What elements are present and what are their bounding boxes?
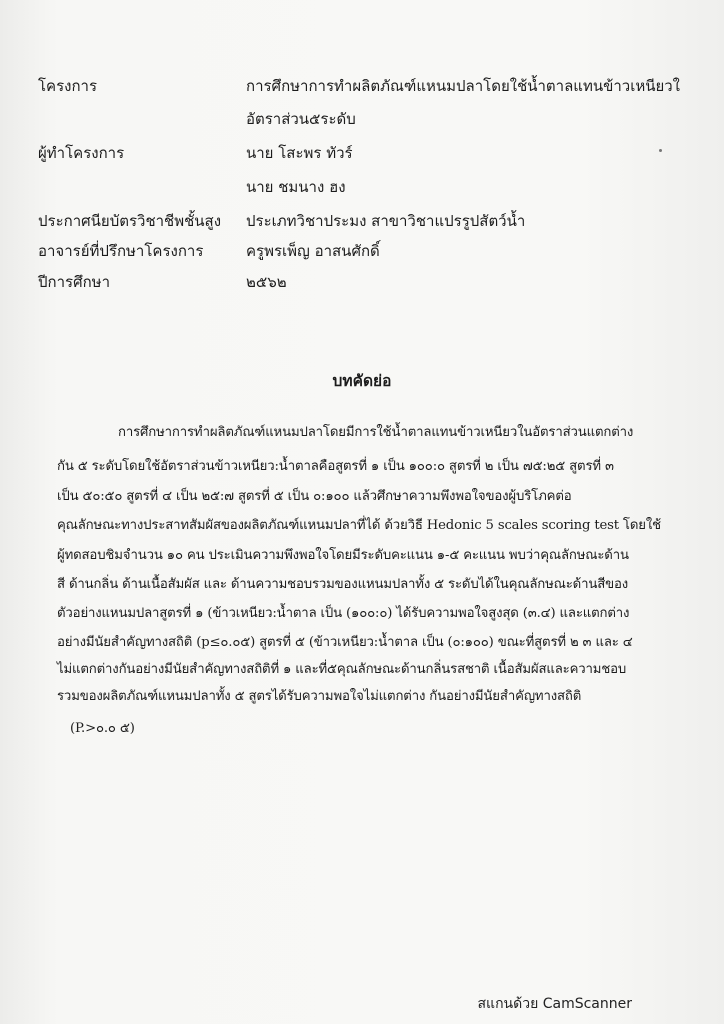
certificate-label: ประกาศนียบัตรวิชาชีพชั้นสูง — [38, 212, 222, 230]
abstract-line: ผู้ทดสอบชิมจำนวน ๑๐ คน ประเมินความพึงพอใจโดยมีระดับคะแนน ๑-๕ คะแนน พบว่าคุณลักษณะด้าน — [57, 548, 629, 563]
project-label: โครงการ — [38, 77, 98, 95]
abstract-line: สี ด้านกลิ่น ด้านเนื้อสัมผัส และ ด้านความชอบรวมของแหนมปลาทั้ง ๕ ระดับได้ในคุณลักษณะด้านสีของ — [57, 577, 629, 592]
advisor-label: อาจารย์ที่ปรึกษาโครงการ — [38, 242, 204, 260]
abstract-line: การศึกษาการทำผลิตภัณฑ์แหนมปลาโดยมีการใช้น้ำตาลแทนข้าวเหนียวในอัตราส่วนแตกต่าง — [118, 425, 634, 440]
year-value: ๒๕๖๒ — [246, 273, 287, 291]
advisor-value: ครูพรเพ็ญ อาสนศักดิ์ — [246, 242, 380, 260]
abstract-line: เป็น ๕๐:๕๐ สูตรที่ ๔ เป็น ๒๕:๗ สูตรที่ ๕ เป็น ๐:๑๐๐ แล้วศึกษาความพึงพอใจของผู้บริโภคต่อ — [57, 489, 572, 504]
abstract-line: ไม่แตกต่างกันอย่างมีนัยสำคัญทางสถิติที่ ๑ และที่๕คุณลักษณะด้านกลิ่นรสชาติ เนื้อสัมผัสและความชอบ — [57, 662, 627, 677]
author-2: นาย ชมนาง ฮง — [246, 178, 346, 196]
authors-label: ผู้ทำโครงการ — [38, 144, 125, 162]
project-title-continued: อัตราส่วน๕ระดับ — [246, 110, 356, 128]
project-title: การศึกษาการทำผลิตภัณฑ์แหนมปลาโดยใช้น้ำตาลแทนข้าวเหนียวใ — [246, 77, 680, 95]
camscanner-watermark: สแกนด้วย CamScanner — [477, 996, 632, 1012]
abstract-heading: บทคัดย่อ — [332, 371, 392, 390]
certificate-value: ประเภทวิชาประมง สาขาวิชาแปรรูปสัตว์น้ำ — [246, 212, 526, 230]
abstract-line: รวมของผลิตภัณฑ์แหนมปลาทั้ง ๕ สูตรได้รับความพอใจไม่แตกต่าง กันอย่างมีนัยสำคัญทางสถิติ — [57, 689, 582, 704]
abstract-line: (P.>๐.๐ ๕) — [70, 721, 135, 736]
abstract-line: ตัวอย่างแหนมปลาสูตรที่ ๑ (ข้าวเหนียว:น้ำตาล เป็น (๑๐๐:๐) ได้รับความพอใจสูงสุด (๓.๔) และแตกต่าง — [57, 606, 630, 621]
author-1: นาย โสะพร ทัวร์ — [246, 144, 353, 162]
year-label: ปีการศึกษา — [38, 273, 110, 291]
abstract-line: กัน ๕ ระดับโดยใช้อัตราส่วนข้าวเหนียว:น้ำตาลคือสูตรที่ ๑ เป็น ๑๐๐:๐ สูตรที่ ๒ เป็น ๗๕:๒๕ สูตรที่ ๓ — [57, 459, 614, 474]
abstract-line: คุณลักษณะทางประสาทสัมผัสของผลิตภัณฑ์แหนมปลาที่ได้ ด้วยวิธี Hedonic 5 scales scoring test โดยใช้ — [57, 518, 661, 533]
scan-speck — [659, 149, 662, 152]
abstract-line: อย่างมีนัยสำคัญทางสถิติ (p≤๐.๐๕) สูตรที่ ๕ (ข้าวเหนียว:น้ำตาล เป็น (๐:๑๐๐) ขณะที่สูตรที่ ๒ ๓ และ ๔ — [57, 635, 633, 650]
